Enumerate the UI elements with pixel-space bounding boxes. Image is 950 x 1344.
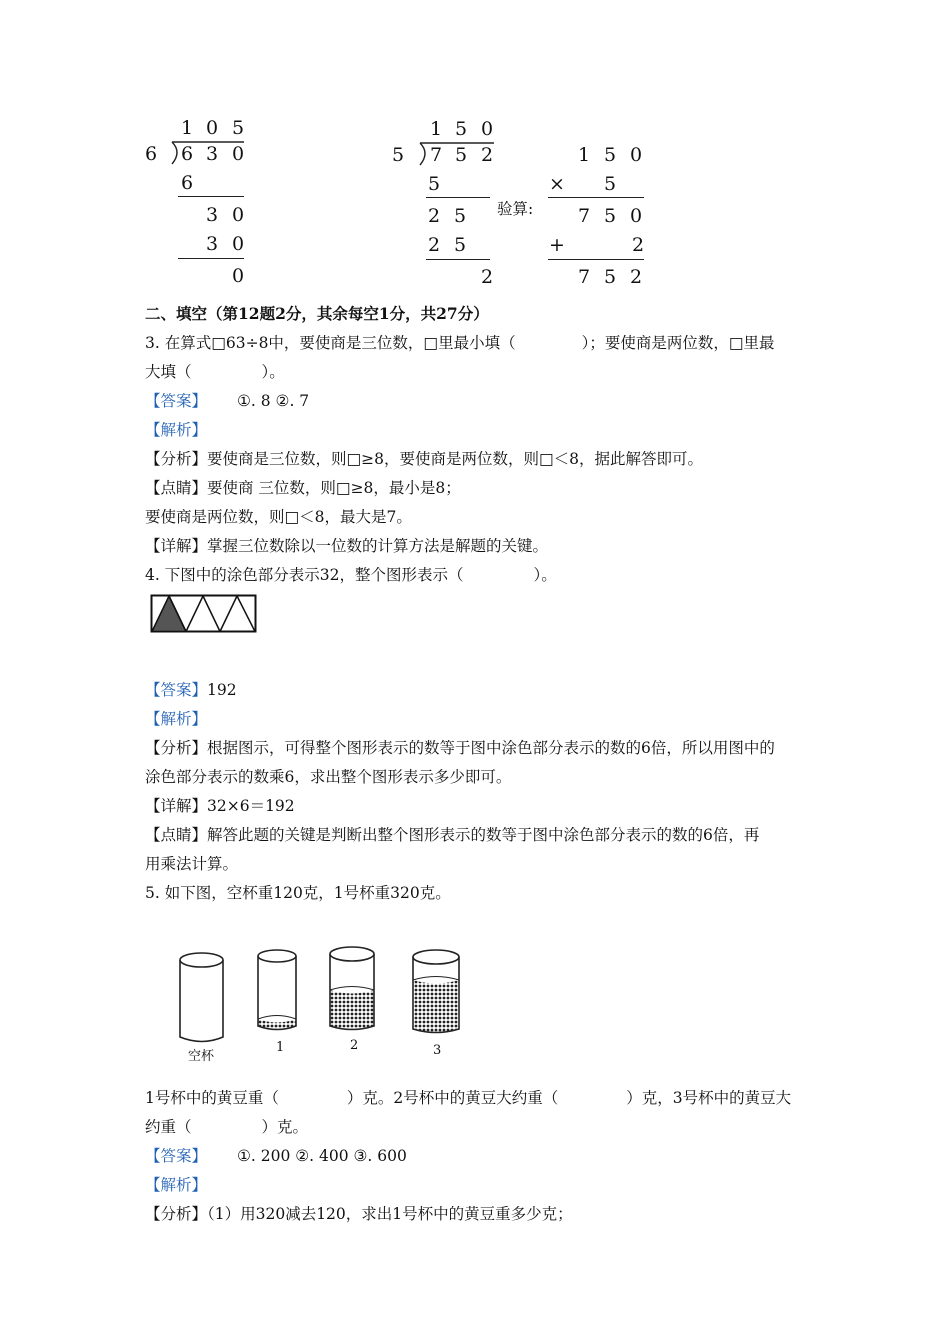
dividend-digit: 3 [206,143,219,165]
check-digit: 1 [578,144,591,166]
detail-text: 【详解】掌握三位数除以一位数的计算方法是解题的关键。 [145,537,549,555]
question-3-line-1: 3. 在算式□63÷8中，要使商是三位数，□里最小填（ ）；要使商是两位数，□里最 [145,334,775,352]
division-line [426,259,490,260]
answer-row: 【答案】 ①. 8 ②. 7 [145,392,310,410]
divisor: 6 [145,143,158,165]
detail-text: 【详解】32×6＝192 [145,797,295,815]
dividend-digit: 6 [181,143,194,165]
analysis-text: 【分析】根据图示，可得整个图形表示的数等于图中涂色部分表示的数的6倍，所以用图中的 [145,739,775,757]
answer-tag: 【答案】 [145,681,208,699]
quotient-digit: 5 [232,117,245,139]
step-digit: 0 [232,265,245,287]
step-digit: 0 [232,204,245,226]
division-bracket-1 [168,138,248,168]
step-digit: 3 [206,233,219,255]
division-line [426,197,490,198]
division-line [178,196,244,197]
check-digit: 2 [630,266,643,288]
cup-label: 空杯 [188,1049,215,1064]
question-5-blanks-line-2: 约重（ ）克。 [145,1118,309,1136]
answer-row: 【答案】 ①. 200 ②. 400 ③. 600 [145,1147,407,1165]
check-digit: 5 [604,144,617,166]
dividend-digit: 5 [455,144,468,166]
check-digit: 7 [578,266,591,288]
check-digit: 2 [632,234,645,256]
question-5-blanks-line-1: 1号杯中的黄豆重（ ）克。2号杯中的黄豆大约重（ ）克，3号杯中的黄豆大 [145,1089,792,1107]
step-digit: 6 [181,172,194,194]
step-digit: 0 [232,233,245,255]
dividend-digit: 2 [481,144,494,166]
cup-label: 1 [276,1040,285,1055]
analysis-tag: 【解析】 [145,710,208,728]
step-digit: 5 [428,173,441,195]
question-5-line: 5. 如下图，空杯重120克，1号杯重320克。 [145,884,451,902]
comment-text: 要使商是两位数，则□＜8，最大是7。 [145,508,412,526]
answer-row: 【答案】192 [145,681,237,699]
check-digit: 7 [578,205,591,227]
comment-text: 用乘法计算。 [145,855,239,873]
check-digit: 0 [630,205,643,227]
quotient-digit: 0 [481,118,494,140]
cup-label: 3 [433,1043,442,1058]
check-digit: 5 [604,266,617,288]
quotient-digit: 1 [181,117,194,139]
triangle-figure [150,594,258,634]
check-line [548,259,644,260]
dividend-digit: 0 [232,143,245,165]
question-4-line: 4. 下图中的涂色部分表示32，整个图形表示（ ）。 [145,566,557,584]
check-digit: 5 [604,205,617,227]
division-bracket-2 [416,139,498,169]
step-digit: 5 [454,205,467,227]
answer-tag: 【答案】 [145,1147,208,1165]
comment-text: 【点睛】要使商 三位数，则□≥8，最小是8； [145,479,461,497]
check-label: 验算: [497,200,534,218]
dividend-digit: 7 [430,144,443,166]
cup-2 [330,947,374,1030]
divisor: 5 [392,144,405,166]
times-sign: × [549,173,565,195]
quotient-digit: 5 [455,118,468,140]
analysis-tag: 【解析】 [145,1176,208,1194]
analysis-text: 【分析】（1）用320减去120，求出1号杯中的黄豆重多少克； [145,1205,573,1223]
quotient-digit: 1 [430,118,443,140]
cup-1 [258,950,296,1030]
comment-text: 【点睛】解答此题的关键是判断出整个图形表示的数等于图中涂色部分表示的数的6倍，再 [145,826,760,844]
answer-tag: 【答案】 [145,392,208,410]
empty-cup [180,953,223,1042]
section-title: 二、填空（第12题2分，其余每空1分，共27分） [145,304,489,323]
cup-label: 2 [350,1038,359,1053]
step-digit: 3 [206,204,219,226]
question-3-line-2: 大填（ ）。 [145,363,285,381]
quotient-digit: 0 [206,117,219,139]
step-digit: 2 [428,234,441,256]
analysis-text: 涂色部分表示的数乘6，求出整个图形表示多少即可。 [145,768,512,786]
check-digit: 5 [604,173,617,195]
division-line [178,258,244,259]
step-digit: 2 [428,205,441,227]
step-digit: 2 [481,266,494,288]
plus-sign: + [549,234,565,256]
step-digit: 5 [454,234,467,256]
cups-figure [170,940,470,1065]
analysis-tag: 【解析】 [145,421,208,439]
check-line [548,197,644,198]
cup-3 [413,950,459,1033]
check-digit: 0 [630,144,643,166]
analysis-text: 【分析】要使商是三位数，则□≥8，要使商是两位数，则□＜8，据此解答即可。 [145,450,704,468]
